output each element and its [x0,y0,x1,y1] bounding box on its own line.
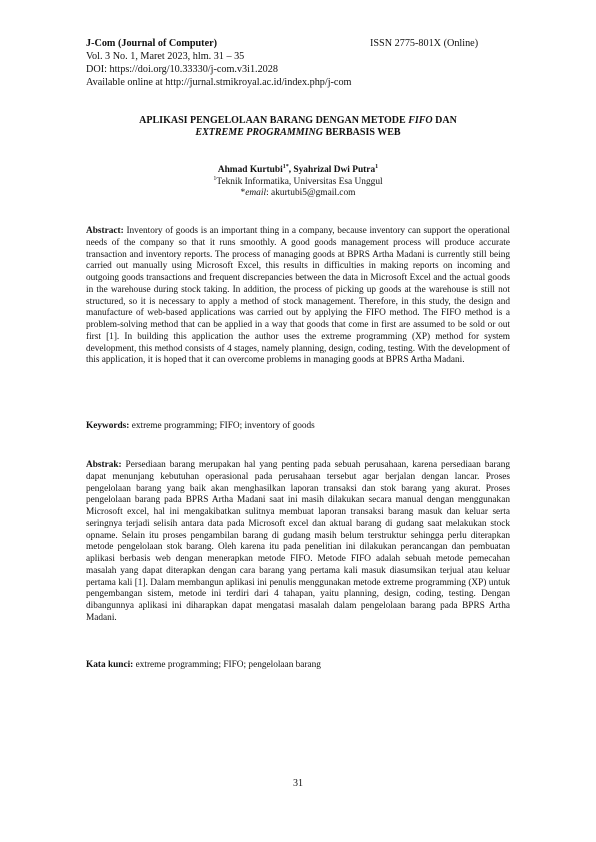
keywords-english: Keywords: extreme programming; FIFO; inventory of goods [86,421,315,431]
volume-info: Vol. 3 No. 1, Maret 2023, hlm. 31 – 35 [86,51,245,62]
paper-title: APLIKASI PENGELOLAAN BARANG DENGAN METODE FIFO DAN EXTREME PROGRAMMING BERBASIS WEB [139,115,457,138]
email: *email: akurtubi5@gmail.com [240,188,356,198]
issn: ISSN 2775-801X (Online) [370,38,479,49]
author-names: Ahmad Kurtubi$^{1*}$, Syahrizal Dwi Putra$^1$ [217,163,379,175]
doi-link[interactable]: DOI: https://doi.org/10.33330/j-com.v3i1.2028 [86,64,278,75]
abstract-indonesian: Abstrak: Persediaan barang merupakan hal yang penting pada sebuah perusahaan, karena persediaan barang dapat menunjang kebutuhan operasional pada perusahaan tersebut agar berjalan dengan lancar. Proses pengelolaan barang yang baik akan menghasilkan laporan transaksi dan stok barang yang akurat. Proses pengelolaan barang pada BPRS Artha Madani saat ini masih dilakukan secara manual dengan menggunakan Microsoft excel, hal ini mengakibatkan sulitnya membuat laporan transaksi barang masuk dan keluar serta seringnya terjadi selisih antara data pada Microsoft excel dan aktual barang di gudang saat melakukan stock opname. Selain itu proses pengambilan barang di gudang masih belum terstruktur sehingga perlu diterapkan metode pengelolaan stok barang. Oleh karena itu pada penelitian ini dilakukan perancangan dan pembuatan aplikasi berbasis web dengan menerapkan metode FIFO. Metode FIFO adalah sebuah metode pemecahan masalah yang dapat diterapkan dengan cara barang yang pertama kali masuk diasumsikan terjual atau keluar pertama kali [1]. Dalam membangun aplikasi ini penulis menggunakan metode extreme programming (XP) untuk pengembangan sistem, metode ini terdiri dari 4 tahapan, yaitu planning, design, coding, testing. Dengan dibangunnya aplikasi ini diharapkan dapat mengatasi masalah dalam pengelolaan barang pada BPRS Artha Madani. [86,460,510,623]
page-number: 31 [293,778,303,789]
abstrak-label: Abstrak: [86,460,122,470]
abstract-label: Abstract: [86,226,124,236]
affiliation: $^1$Teknik Informatika, Universitas Esa Unggul [213,175,383,187]
availability-url[interactable]: Available online at http://jurnal.stmikroyal.ac.id/index.php/j-com [86,77,352,88]
journal-name: J-Com (Journal of Computer) [86,38,218,49]
abstract-english: Abstract: Inventory of goods is an important thing in a company, because inventory can support the operational needs of the company so that it runs smoothly. A good goods management process will produce accurate transaction and inventory reports. The process of managing goods at BPRS Artha Madani is currently still being carried out manually using Microsoft Excel, this results in difficulties in making reports on incoming and outgoing goods transactions and frequent discrepancies between the data in Microsoft Excel and the actual goods in the warehouse during stock taking. In addition, the process of picking up goods at the warehouse is still not structured, so it is necessary to apply a method of stock management. Therefore, in this study, the design and manufacture of web-based applications was carried out by applying the FIFO method. The FIFO method is a problem-solving method that can be applied in a way that goods that come in first are assumed to be sold or out first [1]. In building this application the author uses the extreme programming (XP) method for system development, this method consists of 4 stages, namely planning, design, coding, testing. With the development of this application, it is hoped that it can overcome problems in managing goods at BPRS Artha Madani. [86,226,510,366]
keywords-indonesian: Kata kunci: extreme programming; FIFO; pengelolaan barang [86,660,321,670]
author-block [86,165,510,200]
